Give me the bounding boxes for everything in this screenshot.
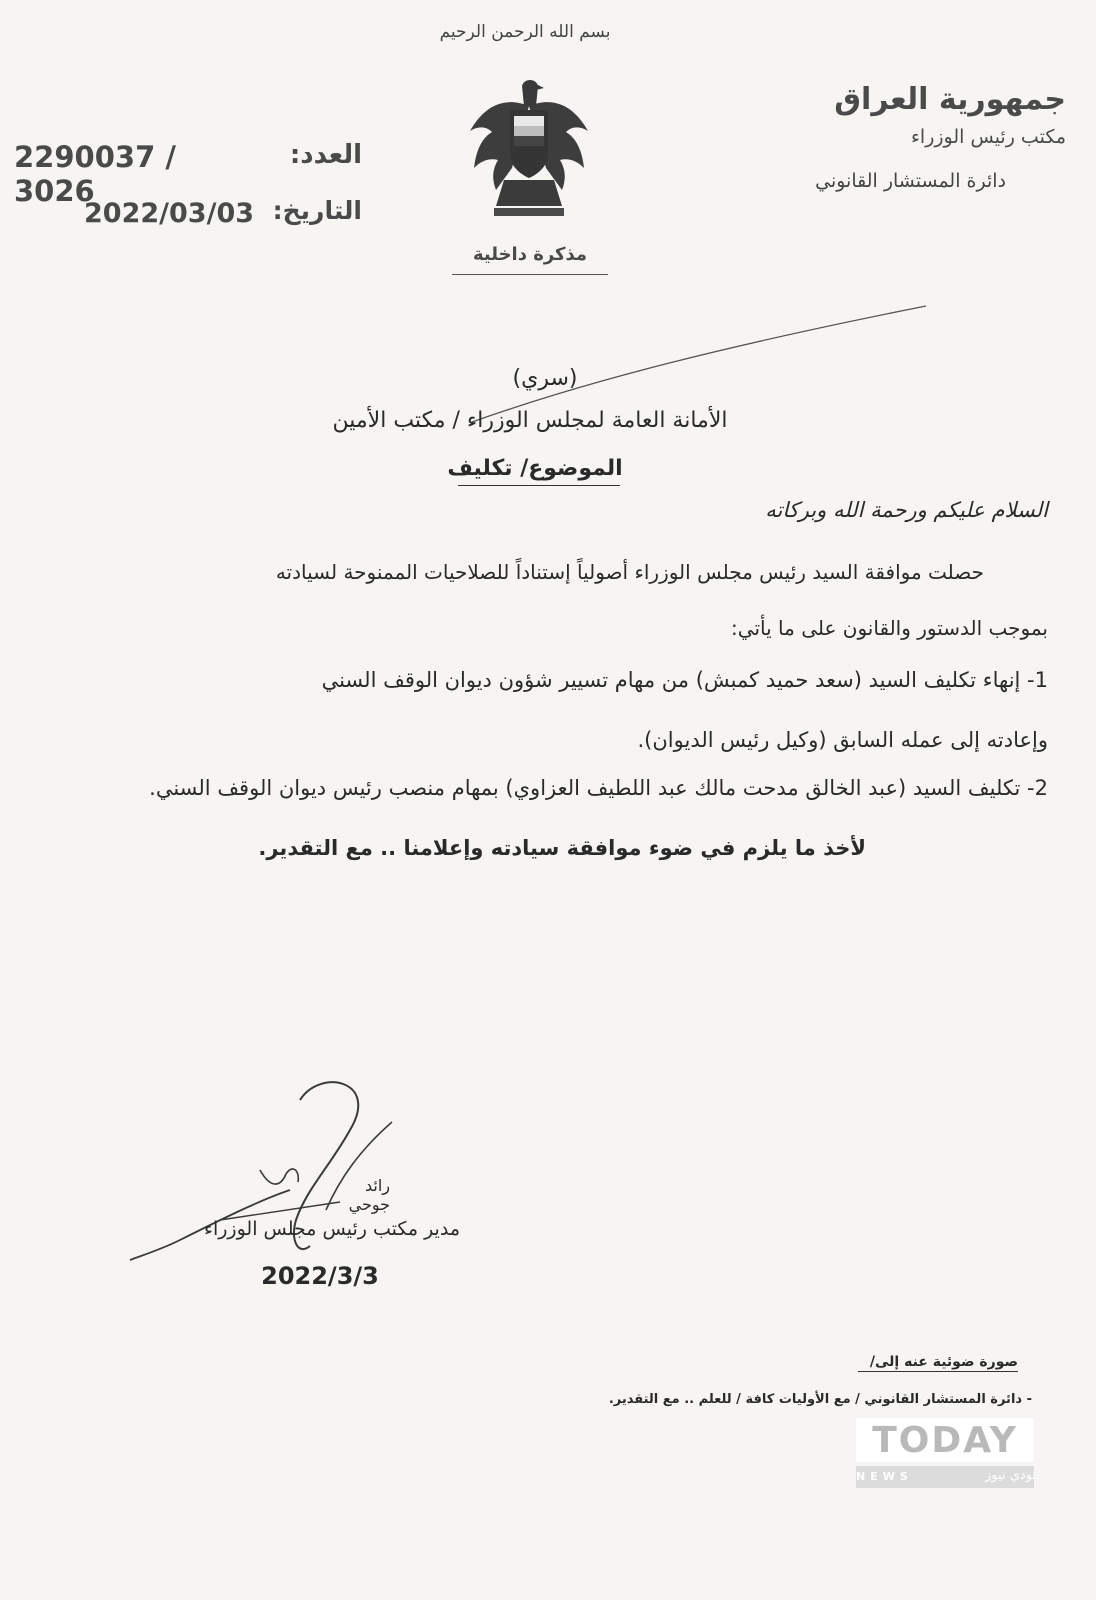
copies-underline [858, 1371, 1018, 1372]
watermark-news: NEWS [856, 1470, 913, 1483]
copies-title: صورة ضوئية عنه إلى/ [869, 1354, 1018, 1370]
closing: لأخذ ما يلزم في ضوء موافقة سيادته وإعلامنا .. مع التقدير. [258, 836, 866, 860]
republic-title: جمهورية العراق [834, 82, 1066, 117]
memo-type: مذكرة داخلية [472, 244, 588, 265]
eagle-emblem-icon [464, 76, 594, 226]
classification: (سري) [512, 366, 578, 391]
date-label: التاريخ: [272, 196, 362, 225]
subject: الموضوع/ تكليف [447, 456, 623, 481]
basmala: بسم الله الرحمن الرحيم [439, 22, 611, 42]
signatory-name: رائد جوحي [348, 1176, 390, 1214]
paragraph-line-2: بموجب الدستور والقانون على ما يأتي: [731, 616, 1048, 640]
subject-underline [458, 485, 620, 486]
copies-item: - دائرة المستشار القانوني / مع الأوليات كافة / للعلم .. مع التقدير. [608, 1392, 1032, 1407]
signature-date: 2022/3/3 [261, 1262, 379, 1290]
paragraph-line-1: حصلت موافقة السيد رئيس مجلس الوزراء أصولياً إستناداً للصلاحيات الممنوحة لسيادته [275, 560, 984, 584]
number-value: 2290037 / 3026 [14, 140, 176, 208]
greeting: السلام عليكم ورحمة الله وبركاته [765, 498, 1048, 522]
item-2: 2- تكليف السيد (عبد الخالق مدحت مالك عبد اللطيف العزاوي) بمهام منصب رئيس ديوان الوقف السني. [149, 776, 1048, 800]
item-1-line-2: وإعادته إلى عمله السابق (وكيل رئيس الديوان). [637, 728, 1048, 752]
watermark-logo: TODAY [872, 1420, 1018, 1461]
item-1-line-1: 1- إنهاء تكليف السيد (سعد حميد كمبش) من مهام تسيير شؤون ديوان الوقف السني [321, 668, 1048, 692]
number-label: العدد: [289, 140, 362, 170]
handwritten-signature [110, 1070, 430, 1270]
department-title: دائرة المستشار القانوني [815, 170, 1006, 192]
office-title: مكتب رئيس الوزراء [910, 126, 1066, 148]
signatory-title: مدير مكتب رئيس مجلس الوزراء [204, 1218, 460, 1240]
memo-underline [452, 274, 608, 275]
watermark-arabic: تودي نيوز [985, 1468, 1036, 1483]
date-value: 2022/03/03 [84, 198, 255, 229]
recipient: الأمانة العامة لمجلس الوزراء / مكتب الأمين [332, 408, 728, 433]
